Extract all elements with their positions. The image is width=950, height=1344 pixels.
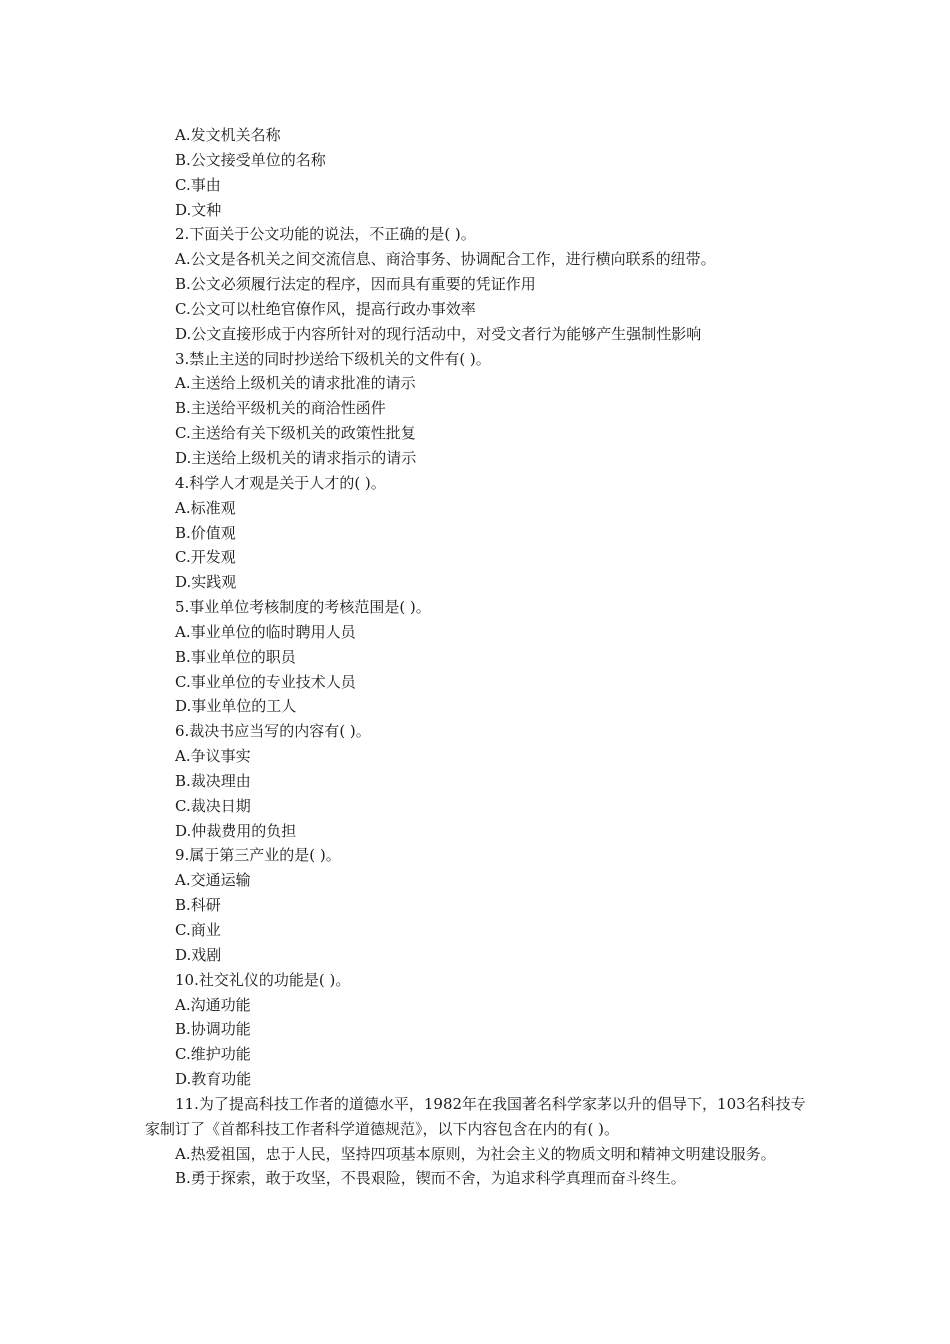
question-line: 3.禁止主送的同时抄送给下级机关的文件有( )。 <box>175 349 491 368</box>
text-line: A.交通运输 <box>175 871 251 890</box>
text-line: B.公文必须履行法定的程序，因而具有重要的凭证作用 <box>175 275 536 294</box>
text-line: A.发文机关名称 <box>175 126 281 144</box>
option-paragraph: B.勇于探索，敢于攻坚，不畏艰险，锲而不舍，为追求科学真理而奋斗终生。 <box>175 1169 686 1188</box>
text-line: C.公文可以杜绝官僚作风，提高行政办事效率 <box>175 299 476 318</box>
text-line: C.维护功能 <box>175 1045 251 1064</box>
text-line: D.教育功能 <box>175 1070 252 1089</box>
text-line: A.事业单位的临时聘用人员 <box>175 622 356 641</box>
text-line: B.价值观 <box>175 523 236 542</box>
text-line: B.事业单位的职员 <box>175 647 296 666</box>
text-line: C.商业 <box>175 921 221 939</box>
text-line: D.仲裁费用的负担 <box>175 821 297 840</box>
text-line: A.争议事实 <box>175 747 251 766</box>
text-line: B.主送给平级机关的商洽性函件 <box>175 399 386 418</box>
text-line: C.开发观 <box>175 548 236 567</box>
question-line: 4.科学人才观是关于人才的( )。 <box>175 473 386 492</box>
question-line: 5.事业单位考核制度的考核范围是( )。 <box>175 598 431 617</box>
text-line: D.实践观 <box>175 573 237 592</box>
text-line: B.科研 <box>175 896 221 915</box>
text-line: A.主送给上级机关的请求批准的请示 <box>175 374 416 393</box>
text-line: C.裁决日期 <box>175 796 251 815</box>
text-line: D.主送给上级机关的请求指示的请示 <box>175 448 417 467</box>
text-line: C.事由 <box>175 175 221 194</box>
question-line: 2.下面关于公文功能的说法，不正确的是( )。 <box>175 225 476 244</box>
text-line: D.事业单位的工人 <box>175 697 297 716</box>
text-line: B.裁决理由 <box>175 771 251 790</box>
question-line: 9.属于第三产业的是( )。 <box>175 846 341 865</box>
text-line: D.戏剧 <box>175 945 222 964</box>
text-line: C.主送给有关下级机关的政策性批复 <box>175 424 416 443</box>
text-line: A.公文是各机关之间交流信息、商洽事务、协调配合工作，进行横向联系的纽带。 <box>175 250 716 269</box>
option-paragraph: A.热爱祖国，忠于人民，坚持四项基本原则，为社会主义的物质文明和精神文明建设服务。 <box>175 1144 776 1163</box>
text-line: A.标准观 <box>175 498 236 517</box>
text-line: D.公文直接形成于内容所针对的现行活动中，对受文者行为能够产生强制性影响 <box>175 324 702 343</box>
text-line: B.协调功能 <box>175 1020 251 1039</box>
question-line: 6.裁决书应当写的内容有( )。 <box>175 722 371 741</box>
text-line: B.公文接受单位的名称 <box>175 150 326 169</box>
question-line: 10.社交礼仪的功能是( )。 <box>175 970 351 989</box>
text-line: C.事业单位的专业技术人员 <box>175 672 356 691</box>
question-paragraph: 11.为了提高科技工作者的道德水平，1982年在我国著名科学家茅以升的倡导下，103名科技专家制订了《首都科技工作者科学道德规范》，以下内容包含在内的有( )。 <box>145 1094 806 1138</box>
text-line: D.文种 <box>175 200 222 219</box>
text-line: A.沟通功能 <box>175 995 251 1014</box>
document-page <box>145 123 810 1191</box>
